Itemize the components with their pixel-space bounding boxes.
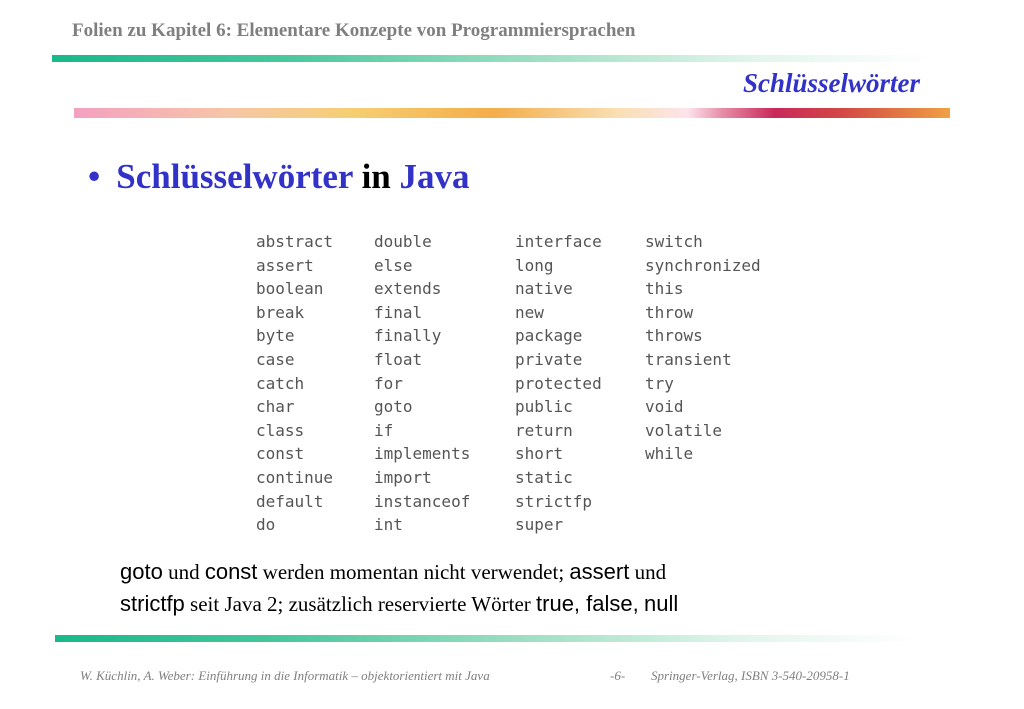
keyword-cell: package [515, 326, 583, 346]
keyword-cell: char [256, 397, 295, 417]
note-const: const [204, 559, 258, 584]
keyword-cell: class [256, 420, 305, 440]
keyword-cell: break [256, 302, 305, 322]
keyword-cell: long [515, 255, 554, 275]
keyword-cell: for [374, 373, 403, 393]
keyword-cell: strictfp [515, 491, 593, 511]
keyword-cell: assert [256, 255, 314, 275]
note-null: null [644, 591, 679, 616]
keyword-cell: switch [645, 232, 703, 251]
keyword-cell: else [374, 255, 413, 275]
keyword-cell: throws [645, 326, 703, 346]
keyword-cell: case [256, 350, 295, 369]
keyword-cell: protected [515, 373, 602, 393]
keyword-cell: int [374, 515, 403, 535]
note-line-2 [120, 588, 678, 620]
keyword-cell: synchronized [645, 255, 761, 275]
top-divider-bar [52, 55, 932, 62]
keyword-cell: volatile [645, 420, 723, 440]
keyword-cell: return [515, 420, 573, 440]
title-divider-bar [74, 108, 950, 118]
bullet-heading [88, 155, 470, 199]
keyword-cell: double [374, 232, 432, 251]
note-true-false: true, false [536, 591, 633, 616]
header-title: Folien zu Kapitel 6: Elementare Konzepte von Programmiersprachen [72, 20, 636, 41]
keyword-cell: void [645, 397, 684, 417]
note-text-2: seit Java 2; zusätzlich reservierte Wörter [190, 592, 531, 616]
keyword-cell: abstract [256, 232, 334, 251]
keyword-cell: byte [256, 326, 295, 346]
bullet-icon: • [88, 157, 101, 196]
keyword-cell: implements [374, 444, 471, 464]
keyword-cell: super [515, 515, 564, 535]
note-strictfp: strictfp [120, 591, 185, 616]
keyword-cell: final [374, 302, 423, 322]
note-line-1 [120, 556, 678, 588]
keyword-cell: native [515, 279, 573, 299]
keyword-cell: catch [256, 373, 305, 393]
keyword-cell: new [515, 302, 544, 322]
note-und-1: und [168, 560, 200, 584]
bullet-in-word: in [361, 157, 391, 196]
keyword-cell: static [515, 468, 573, 487]
slide-title: Schlüsselwörter [742, 68, 920, 98]
keyword-cell: goto [374, 397, 413, 417]
note-paragraph [120, 556, 678, 620]
keyword-cell: public [515, 397, 573, 417]
keyword-cell: this [645, 279, 684, 299]
keyword-cell: do [256, 515, 276, 535]
note-goto: goto [120, 559, 163, 584]
bullet-java-word: Java [399, 157, 470, 196]
note-comma: , [632, 591, 639, 616]
keyword-cell: while [645, 444, 694, 464]
keyword-cell: import [374, 468, 432, 487]
bullet-keyword-word: Schlüsselwörter [116, 157, 353, 196]
keyword-cell: float [374, 350, 423, 369]
keyword-cell: throw [645, 302, 694, 322]
keyword-cell: transient [645, 350, 732, 369]
keyword-cell: try [645, 373, 674, 393]
keyword-cell: private [515, 350, 583, 369]
keyword-cell: if [374, 420, 394, 440]
bottom-divider-bar [55, 635, 915, 642]
note-assert: assert [569, 559, 630, 584]
footer-page-number: -6- [610, 668, 626, 683]
footer-publisher: Springer-Verlag, ISBN 3-540-20958-1 [651, 668, 850, 683]
keyword-cell: finally [374, 326, 442, 346]
note-text-1: werden momentan nicht verwendet; [262, 560, 565, 584]
keyword-cell: extends [374, 279, 442, 299]
note-und-2: und [634, 560, 667, 584]
keyword-cell: continue [256, 468, 334, 487]
keyword-cell: short [515, 444, 564, 464]
keyword-cell: default [256, 491, 324, 511]
footer-authors: W. Küchlin, A. Weber: Einführung in die Informatik – objektorientiert mit Java [80, 668, 490, 683]
keyword-cell: interface [515, 232, 602, 251]
keyword-cell: boolean [256, 279, 324, 299]
keyword-cell: const [256, 444, 305, 464]
keyword-cell: instanceof [374, 491, 471, 511]
